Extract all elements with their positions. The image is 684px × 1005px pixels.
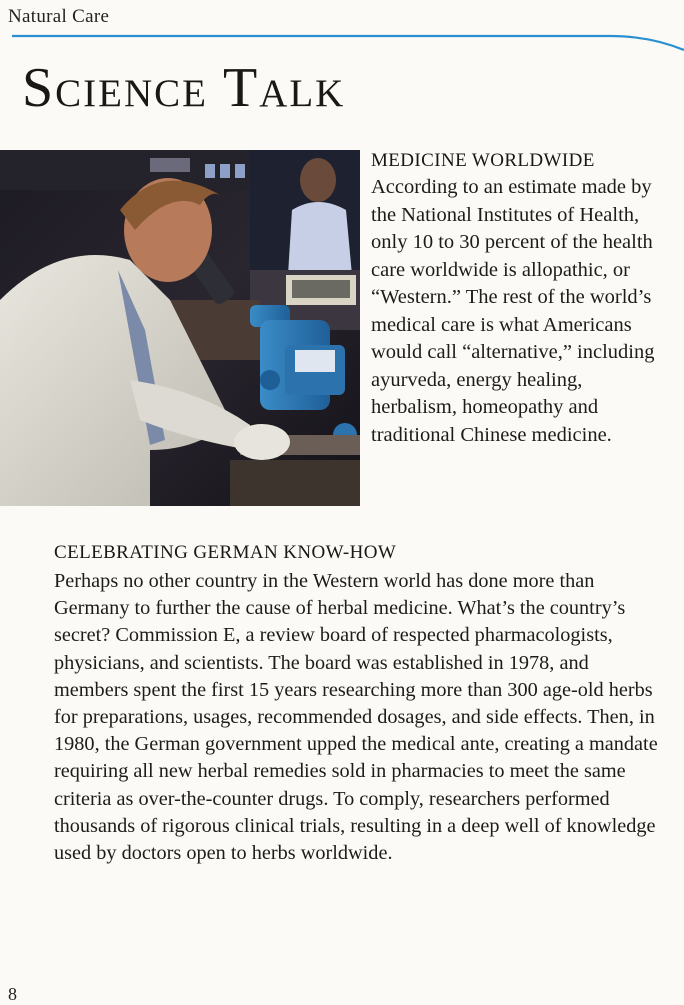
running-head: Natural Care (8, 6, 110, 27)
sidebar-article (371, 150, 671, 449)
scientist-microscope-photo (0, 150, 360, 506)
page-title: Science Talk (22, 57, 346, 119)
main-article (54, 542, 664, 867)
main-body: Perhaps no other country in the Western world has done more than Germany to further the cause of herbal medicine. What’s the country’s secret? Commission E, a review board of respected pharmacologists, physicians, and scientists. The board was established in 1978, and members spent the first 15 years researching more than 300 age-old herbs for preparations, usages, recommended dosages, and side effects. Then, in 1980, the German government upped the medical ante, creating a mandate requiring all new herbal remedies sold in pharmacies to meet the same criteria as over-the-counter drugs. To comply, researchers performed thousands of rigorous clinical trials, resulting in a deep well of knowledge used by doctors open to herbs worldwide. (54, 570, 658, 865)
main-heading: CELEBRATING GERMAN KNOW-HOW (54, 542, 397, 563)
sidebar-heading: MEDICINE WORLDWIDE (371, 150, 595, 171)
header-rule (0, 28, 684, 58)
page-number: 8 (8, 984, 17, 1004)
sidebar-body: According to an estimate made by the National Institutes of Health, only 10 to 30 percent of the health care worldwide is allopathic, or “Western.” The rest of the world’s medical care is what Americans would call “alternative,” including ayurveda, energy healing, herbalism, homeopathy and traditional Chinese medicine. (371, 176, 655, 446)
